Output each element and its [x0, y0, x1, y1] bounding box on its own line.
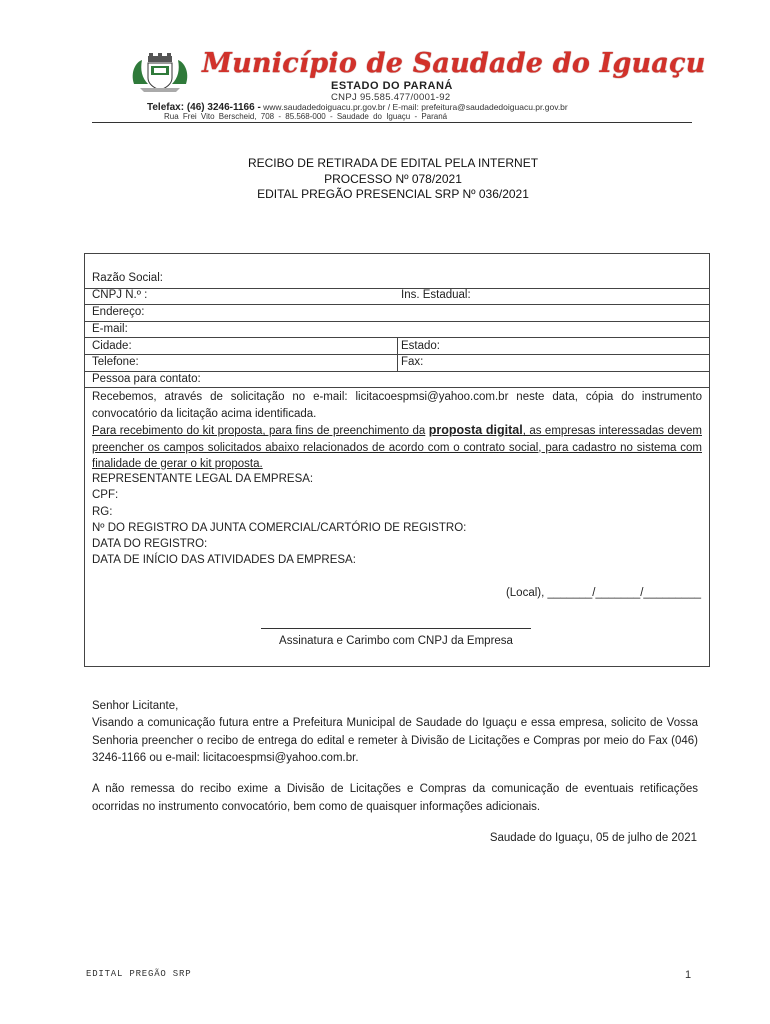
address-line: Rua Frei Vito Berscheid, 708 - 85.568-000 - Saudade do Iguaçu - Paraná [164, 112, 448, 121]
ins-estadual-label: Ins. Estadual: [401, 289, 471, 301]
footer-label: EDITAL PREGÃO SRP [86, 969, 192, 979]
cpf-label: CPF: [92, 489, 119, 501]
receipt-statement: Recebemos, através de solicitação no e-mail: licitacoespmsi@yahoo.com.br neste data, cópia do instrumento convocatório da licitação acima identificada. [92, 391, 702, 420]
cidade-label: Cidade: [92, 340, 132, 352]
estado-label: Estado: [401, 340, 440, 352]
letter-greeting: Senhor Licitante, [92, 700, 179, 712]
coat-of-arms-icon [130, 52, 190, 96]
proposta-digital: proposta digital [428, 423, 523, 437]
data-registro-label: DATA DO REGISTRO: [92, 538, 208, 550]
representante-legal-label: REPRESENTANTE LEGAL DA EMPRESA: [92, 473, 314, 485]
form-row-divider [85, 288, 709, 289]
razao-social-label: Razão Social: [92, 272, 163, 284]
email-label: E-mail: [92, 323, 128, 335]
signature-caption: Assinatura e Carimbo com CNPJ da Empresa [279, 635, 513, 647]
header-divider [92, 122, 692, 123]
form-row-divider [85, 387, 709, 388]
cnpj-label: CNPJ N.º : [92, 289, 148, 301]
column-divider [397, 338, 398, 371]
title-line-2: PROCESSO Nº 078/2021 [324, 171, 462, 186]
telefone-label: Telefone: [92, 356, 139, 368]
title-line-1: RECIBO DE RETIRADA DE EDITAL PELA INTERNET [247, 156, 539, 170]
page-number: 1 [685, 969, 692, 981]
telefax: Telefax: (46) 3246-1166 - [147, 102, 261, 113]
municipality-cnpj: CNPJ 95.585.477/0001-92 [331, 92, 451, 103]
form-row-divider [85, 321, 709, 322]
endereco-label: Endereço: [92, 306, 145, 318]
registro-label: Nº DO REGISTRO DA JUNTA COMERCIAL/CARTÓRIO DE REGISTRO: [92, 522, 467, 534]
rg-label: RG: [92, 506, 113, 518]
fax-label: Fax: [401, 356, 424, 368]
data-inicio-label: DATA DE INÍCIO DAS ATIVIDADES DA EMPRESA: [92, 554, 356, 566]
kit-instructions-c: , as empresas interessadas devem preencher os campos solicitados abaixo relacionados de acordo com o contrato social, para cadastro no sistema com finalidade de gerar o kit proposta. [92, 425, 702, 470]
kit-instructions-a: Para recebimento do kit proposta, para fins de preenchimento da [92, 425, 426, 437]
kit-instructions [92, 422, 702, 473]
receipt-form [84, 253, 710, 667]
letter-paragraph-2: A não remessa do recibo exime a Divisão de Licitações e Compras da comunicação de eventuais retificações ocorridas no instrumento convocatório, bem como de quaisquer informações adicionais. [92, 783, 698, 813]
document-title [0, 156, 770, 203]
signature-line [261, 628, 531, 629]
pessoa-contato-label: Pessoa para contato: [92, 373, 201, 385]
form-row-divider [85, 304, 709, 305]
title-line-3: EDITAL PREGÃO PRESENCIAL SRP Nº 036/2021 [257, 187, 529, 201]
local-date-line: (Local), _______/_______/_________ [505, 587, 701, 599]
web-email: www.saudadedoiguacu.pr.gov.br / E-mail: prefeitura@saudadedoiguacu.pr.gov.br [263, 102, 568, 112]
state-name: ESTADO DO PARANÁ [331, 80, 453, 92]
municipality-name: Município de Saudade do Iguaçu [202, 48, 706, 79]
letter-paragraph-1: Visando a comunicação futura entre a Prefeitura Municipal de Saudade do Iguaçu e essa empresa, solicito de Vossa Senhoria preencher o recibo de entrega do edital e remeter à Divisão de Licitações e Compras por meio do Fax (046) 3246-1166 ou e-mail: licitacoespmsi@yahoo.com.br. [92, 717, 698, 764]
form-row-divider [85, 371, 709, 372]
letter-date: Saudade do Iguaçu, 05 de julho de 2021 [489, 832, 697, 844]
letterhead [92, 48, 706, 124]
